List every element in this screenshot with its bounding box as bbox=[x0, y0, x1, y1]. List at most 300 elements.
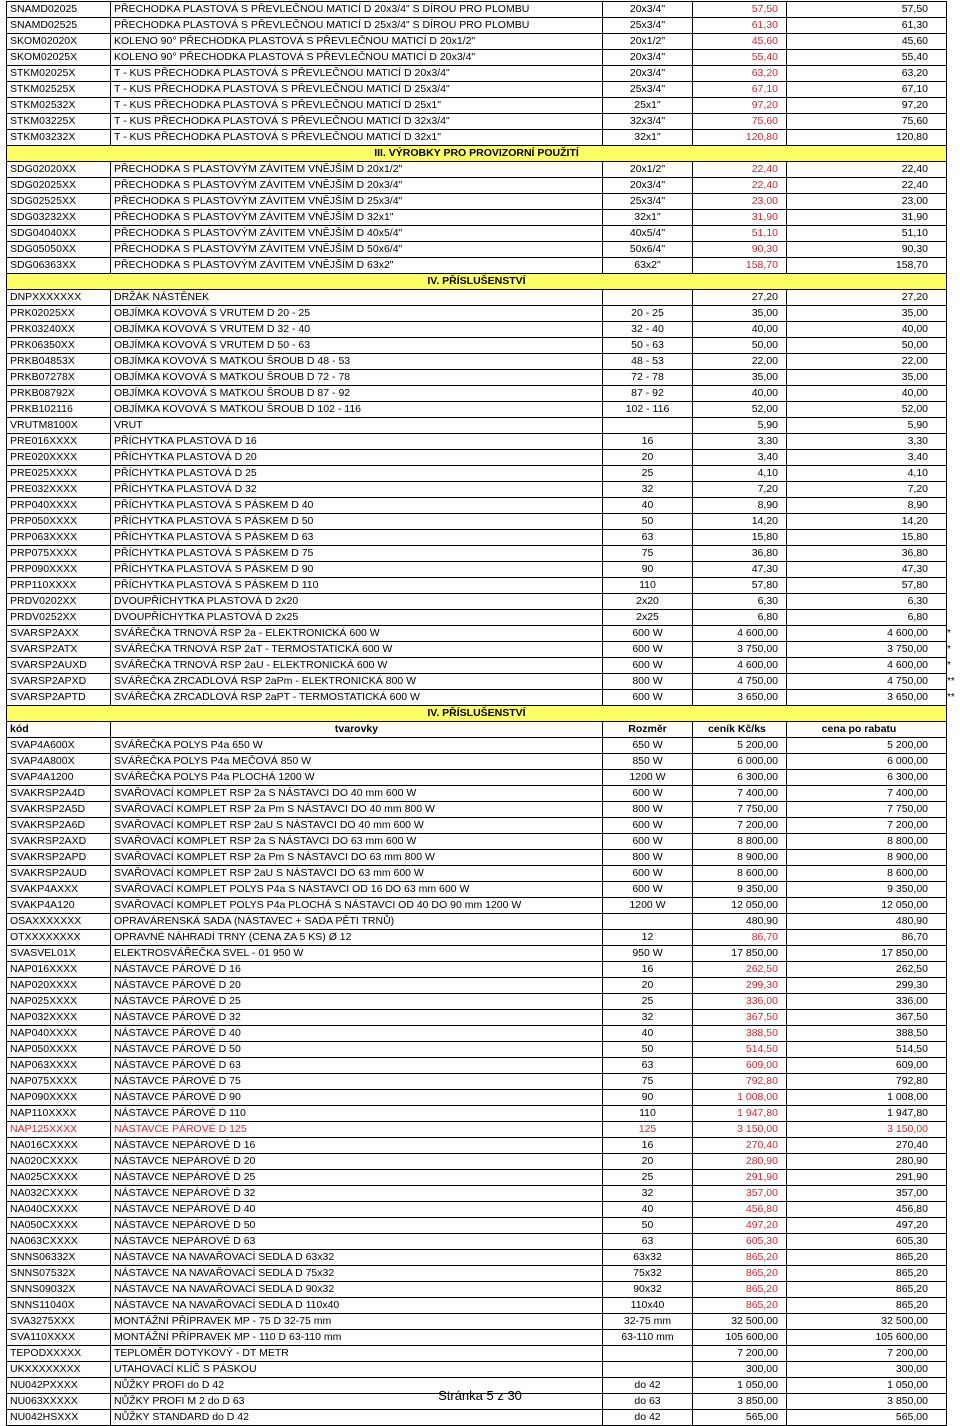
item-code: SVA3275XXX bbox=[7, 1314, 111, 1330]
item-size: 110 bbox=[603, 578, 693, 594]
item-name: OBJÍMKA KOVOVÁ S MATKOU ŠROUB D 48 - 53 bbox=[111, 354, 603, 370]
table-row bbox=[7, 434, 959, 450]
item-note bbox=[947, 66, 959, 82]
item-list-price: 6 300,00 bbox=[693, 770, 787, 786]
item-note bbox=[947, 1026, 959, 1042]
table-row bbox=[7, 1074, 959, 1090]
item-list-price: 8 800,00 bbox=[693, 834, 787, 850]
section-row bbox=[7, 274, 959, 290]
item-list-price: 17 850,00 bbox=[693, 946, 787, 962]
item-net-price: 7,20 bbox=[787, 482, 947, 498]
item-name: OBJÍMKA KOVOVÁ S VRUTEM D 32 - 40 bbox=[111, 322, 603, 338]
item-code: SVARSP2AUXD bbox=[7, 658, 111, 674]
item-name: NÁSTAVCE NA NAVAŘOVACÍ SEDLA D 90x32 bbox=[111, 1282, 603, 1298]
item-list-price: 291,90 bbox=[693, 1170, 787, 1186]
item-name: NÁSTAVCE NEPÁROVÉ D 32 bbox=[111, 1186, 603, 1202]
table-row bbox=[7, 1106, 959, 1122]
item-size: 20x3/4" bbox=[603, 2, 693, 18]
item-list-price: 3 650,00 bbox=[693, 690, 787, 706]
item-name: KOLENO 90° PŘECHODKA PLASTOVÁ S PŘEVLEČNOU MATICÍ D 20x3/4" bbox=[111, 50, 603, 66]
item-net-price: 792,80 bbox=[787, 1074, 947, 1090]
item-note bbox=[947, 82, 959, 98]
item-code: NAP032XXXX bbox=[7, 1010, 111, 1026]
item-net-price: 105 600,00 bbox=[787, 1330, 947, 1346]
item-list-price: 388,50 bbox=[693, 1026, 787, 1042]
item-name: SVAŘOVACÍ KOMPLET RSP 2a Pm S NÁSTAVCI DO 40 mm 800 W bbox=[111, 802, 603, 818]
item-code: PRP040XXXX bbox=[7, 498, 111, 514]
item-list-price: 7 200,00 bbox=[693, 1346, 787, 1362]
item-note bbox=[947, 1186, 959, 1202]
item-size: 20x1/2" bbox=[603, 34, 693, 50]
item-note bbox=[947, 434, 959, 450]
table-row bbox=[7, 738, 959, 754]
item-net-price: 514,50 bbox=[787, 1042, 947, 1058]
table-row bbox=[7, 226, 959, 242]
item-list-price: 3 750,00 bbox=[693, 642, 787, 658]
item-name: NŮŽKY PROFI M 2 do D 63 bbox=[111, 1394, 603, 1410]
item-size: 50 bbox=[603, 1042, 693, 1058]
item-size: 2x20 bbox=[603, 594, 693, 610]
item-size: 800 W bbox=[603, 802, 693, 818]
item-list-price: 51,10 bbox=[693, 226, 787, 242]
item-net-price: 865,20 bbox=[787, 1266, 947, 1282]
item-note bbox=[947, 210, 959, 226]
item-code: STKM02025X bbox=[7, 66, 111, 82]
item-name: NŮŽKY STANDARD do D 42 bbox=[111, 1410, 603, 1426]
item-name: NÁSTAVCE NA NAVAŘOVACÍ SEDLA D 110x40 bbox=[111, 1298, 603, 1314]
item-list-price: 514,50 bbox=[693, 1042, 787, 1058]
item-note bbox=[947, 226, 959, 242]
item-size: do 63 bbox=[603, 1394, 693, 1410]
item-name: DVOUPŘÍCHYTKA PLASTOVÁ D 2x20 bbox=[111, 594, 603, 610]
item-code: STKM03225X bbox=[7, 114, 111, 130]
item-note bbox=[947, 114, 959, 130]
item-code: NAP125XXXX bbox=[7, 1122, 111, 1138]
item-note bbox=[947, 50, 959, 66]
table-row bbox=[7, 594, 959, 610]
item-net-price: 291,90 bbox=[787, 1170, 947, 1186]
item-list-price: 40,00 bbox=[693, 386, 787, 402]
item-list-price: 299,30 bbox=[693, 978, 787, 994]
item-list-price: 27,20 bbox=[693, 290, 787, 306]
item-code: PRE032XXXX bbox=[7, 482, 111, 498]
item-net-price: 8 800,00 bbox=[787, 834, 947, 850]
item-code: UKXXXXXXXX bbox=[7, 1362, 111, 1378]
item-code: SVAKRSP2AXD bbox=[7, 834, 111, 850]
item-size: 63 bbox=[603, 1058, 693, 1074]
table-row bbox=[7, 1122, 959, 1138]
item-list-price: 3 150,00 bbox=[693, 1122, 787, 1138]
item-code: SVAKRSP2A5D bbox=[7, 802, 111, 818]
table-row bbox=[7, 994, 959, 1010]
item-note bbox=[947, 338, 959, 354]
item-size: 32 bbox=[603, 1186, 693, 1202]
item-list-price: 262,50 bbox=[693, 962, 787, 978]
item-note bbox=[947, 1330, 959, 1346]
table-row bbox=[7, 514, 959, 530]
table-row bbox=[7, 66, 959, 82]
item-note bbox=[947, 914, 959, 930]
section-row bbox=[7, 146, 959, 162]
item-size: 16 bbox=[603, 434, 693, 450]
table-row bbox=[7, 1362, 959, 1378]
item-list-price: 36,80 bbox=[693, 546, 787, 562]
item-list-price: 86,70 bbox=[693, 930, 787, 946]
item-size: 850 W bbox=[603, 754, 693, 770]
item-name: NÁSTAVCE PÁROVÉ D 90 bbox=[111, 1090, 603, 1106]
item-net-price: 497,20 bbox=[787, 1218, 947, 1234]
table-row bbox=[7, 1330, 959, 1346]
item-net-price: 5 200,00 bbox=[787, 738, 947, 754]
item-net-price: 51,10 bbox=[787, 226, 947, 242]
item-list-price: 6 000,00 bbox=[693, 754, 787, 770]
item-code: SDG02020XX bbox=[7, 162, 111, 178]
item-size: 32-75 mm bbox=[603, 1314, 693, 1330]
item-list-price: 120,80 bbox=[693, 130, 787, 146]
item-size: 20x3/4" bbox=[603, 66, 693, 82]
item-list-price: 67,10 bbox=[693, 82, 787, 98]
item-code: SVAP4A800X bbox=[7, 754, 111, 770]
table-row bbox=[7, 354, 959, 370]
item-net-price: 1 008,00 bbox=[787, 1090, 947, 1106]
table-row bbox=[7, 450, 959, 466]
item-note bbox=[947, 578, 959, 594]
item-net-price: 55,40 bbox=[787, 50, 947, 66]
item-name: SVAŘOVACÍ KOMPLET POLYS P4a PLOCHÁ S NÁSTAVCI OD 40 DO 90 mm 1200 W bbox=[111, 898, 603, 914]
item-net-price: 865,20 bbox=[787, 1250, 947, 1266]
item-note bbox=[947, 498, 959, 514]
table-row bbox=[7, 930, 959, 946]
item-name: DRŽÁK NÁSTĚNEK bbox=[111, 290, 603, 306]
table-row bbox=[7, 1234, 959, 1250]
table-row bbox=[7, 2, 959, 18]
item-name: PŘECHODKA S PLASTOVÝM ZÁVITEM VNĚJŠÍM D 25x3/4" bbox=[111, 194, 603, 210]
item-net-price: 3,30 bbox=[787, 434, 947, 450]
table-row bbox=[7, 1154, 959, 1170]
item-size: 50 bbox=[603, 1218, 693, 1234]
item-name: MONTÁŽNÍ PŘÍPRAVEK MP - 75 D 32-75 mm bbox=[111, 1314, 603, 1330]
item-net-price: 40,00 bbox=[787, 386, 947, 402]
item-note bbox=[947, 1170, 959, 1186]
table-row bbox=[7, 18, 959, 34]
item-list-price: 5 200,00 bbox=[693, 738, 787, 754]
item-code: PRP063XXXX bbox=[7, 530, 111, 546]
item-list-price: 23,00 bbox=[693, 194, 787, 210]
item-net-price: 40,00 bbox=[787, 322, 947, 338]
item-list-price: 865,20 bbox=[693, 1298, 787, 1314]
table-row bbox=[7, 1250, 959, 1266]
item-list-price: 9 350,00 bbox=[693, 882, 787, 898]
item-net-price: 8 900,00 bbox=[787, 850, 947, 866]
item-code: PRP090XXXX bbox=[7, 562, 111, 578]
table-row bbox=[7, 482, 959, 498]
item-note bbox=[947, 754, 959, 770]
item-code: NA025CXXXX bbox=[7, 1170, 111, 1186]
table-row bbox=[7, 290, 959, 306]
item-size: 650 W bbox=[603, 738, 693, 754]
item-name: OPRAVNÉ NÁHRADÍ TRNY (CENA ZA 5 KS) Ø 12 bbox=[111, 930, 603, 946]
item-list-price: 7 750,00 bbox=[693, 802, 787, 818]
table-row bbox=[7, 386, 959, 402]
item-net-price: 27,20 bbox=[787, 290, 947, 306]
table-row bbox=[7, 1186, 959, 1202]
table-row bbox=[7, 642, 959, 658]
item-note bbox=[947, 1250, 959, 1266]
item-list-price: 47,30 bbox=[693, 562, 787, 578]
item-size: 110x40 bbox=[603, 1298, 693, 1314]
item-code: SNNS07532X bbox=[7, 1266, 111, 1282]
item-name: NÁSTAVCE PÁROVÉ D 16 bbox=[111, 962, 603, 978]
item-name: PŘÍCHYTKA PLASTOVÁ S PÁSKEM D 75 bbox=[111, 546, 603, 562]
item-name: SVAŘOVACÍ KOMPLET RSP 2a Pm S NÁSTAVCI DO 63 mm 800 W bbox=[111, 850, 603, 866]
item-code: SVARSP2APTD bbox=[7, 690, 111, 706]
item-code: SDG02525XX bbox=[7, 194, 111, 210]
item-list-price: 6,30 bbox=[693, 594, 787, 610]
item-name: NÁSTAVCE NEPÁROVÉ D 63 bbox=[111, 1234, 603, 1250]
item-name: PŘÍCHYTKA PLASTOVÁ S PÁSKEM D 50 bbox=[111, 514, 603, 530]
item-note: ** bbox=[947, 692, 955, 703]
item-list-price: 609,00 bbox=[693, 1058, 787, 1074]
item-size: 32x1" bbox=[603, 210, 693, 226]
item-note bbox=[947, 354, 959, 370]
table-row bbox=[7, 1202, 959, 1218]
item-name: PŘECHODKA S PLASTOVÝM ZÁVITEM VNĚJŠÍM D 50x6/4" bbox=[111, 242, 603, 258]
table-row bbox=[7, 1266, 959, 1282]
item-name: SVAŘOVACÍ KOMPLET POLYS P4a S NÁSTAVCI OD 16 DO 63 mm 600 W bbox=[111, 882, 603, 898]
item-name: SVÁŘEČKA POLYS P4a PLOCHÁ 1200 W bbox=[111, 770, 603, 786]
item-list-price: 105 600,00 bbox=[693, 1330, 787, 1346]
item-list-price: 6,80 bbox=[693, 610, 787, 626]
item-list-price: 5,90 bbox=[693, 418, 787, 434]
item-list-price: 61,30 bbox=[693, 18, 787, 34]
item-name: PŘÍCHYTKA PLASTOVÁ D 32 bbox=[111, 482, 603, 498]
item-code: PRK02025XX bbox=[7, 306, 111, 322]
item-list-price: 63,20 bbox=[693, 66, 787, 82]
item-size bbox=[603, 1362, 693, 1378]
item-name: SVÁŘEČKA ZRCADLOVÁ RSP 2aPT - TERMOSTATICKÁ 600 W bbox=[111, 690, 603, 706]
item-net-price: 280,90 bbox=[787, 1154, 947, 1170]
item-note bbox=[947, 866, 959, 882]
item-list-price: 35,00 bbox=[693, 370, 787, 386]
item-net-price: 605,30 bbox=[787, 1234, 947, 1250]
item-size: 1200 W bbox=[603, 770, 693, 786]
table-row bbox=[7, 210, 959, 226]
item-note bbox=[947, 386, 959, 402]
item-code: DNPXXXXXXX bbox=[7, 290, 111, 306]
item-size: 20 - 25 bbox=[603, 306, 693, 322]
note-cell bbox=[947, 722, 959, 738]
item-net-price: 1 947,80 bbox=[787, 1106, 947, 1122]
item-note bbox=[947, 802, 959, 818]
item-note bbox=[947, 178, 959, 194]
item-net-price: 7 400,00 bbox=[787, 786, 947, 802]
item-code: NA020CXXXX bbox=[7, 1154, 111, 1170]
table-row bbox=[7, 546, 959, 562]
table-row bbox=[7, 1138, 959, 1154]
item-name: OBJÍMKA KOVOVÁ S VRUTEM D 20 - 25 bbox=[111, 306, 603, 322]
item-net-price: 45,60 bbox=[787, 34, 947, 50]
item-name: NÁSTAVCE PÁROVÉ D 32 bbox=[111, 1010, 603, 1026]
item-size: 16 bbox=[603, 962, 693, 978]
item-net-price: 63,20 bbox=[787, 66, 947, 82]
item-note bbox=[947, 962, 959, 978]
item-size: 32 bbox=[603, 1010, 693, 1026]
item-size: 600 W bbox=[603, 642, 693, 658]
item-code: SVAKRSP2A6D bbox=[7, 818, 111, 834]
price-table bbox=[6, 1, 959, 1426]
table-row bbox=[7, 242, 959, 258]
item-net-price: 7 200,00 bbox=[787, 818, 947, 834]
table-row bbox=[7, 1298, 959, 1314]
item-code: NAP016XXXX bbox=[7, 962, 111, 978]
item-name: TEPLOMĚR DOTYKOVÝ - DT METR bbox=[111, 1346, 603, 1362]
item-net-price: 565,00 bbox=[787, 1410, 947, 1426]
header-name: tvarovky bbox=[111, 722, 603, 738]
table-row bbox=[7, 498, 959, 514]
item-size: 63 bbox=[603, 1234, 693, 1250]
item-net-price: 4,10 bbox=[787, 466, 947, 482]
item-code: NA032CXXXX bbox=[7, 1186, 111, 1202]
item-code: PRK03240XX bbox=[7, 322, 111, 338]
item-note bbox=[947, 946, 959, 962]
item-list-price: 75,60 bbox=[693, 114, 787, 130]
item-code: PRP075XXXX bbox=[7, 546, 111, 562]
item-code: NAP110XXXX bbox=[7, 1106, 111, 1122]
table-row bbox=[7, 530, 959, 546]
item-code: NA050CXXXX bbox=[7, 1218, 111, 1234]
item-note bbox=[947, 258, 959, 274]
item-name: PŘÍCHYTKA PLASTOVÁ S PÁSKEM D 90 bbox=[111, 562, 603, 578]
note-cell bbox=[947, 274, 959, 290]
item-list-price: 4 600,00 bbox=[693, 626, 787, 642]
table-row bbox=[7, 1090, 959, 1106]
item-size: 20x1/2" bbox=[603, 162, 693, 178]
item-net-price: 3 850,00 bbox=[787, 1394, 947, 1410]
item-code: SVARSP2ATX bbox=[7, 642, 111, 658]
item-name: PŘÍCHYTKA PLASTOVÁ D 16 bbox=[111, 434, 603, 450]
item-name: ELEKTROSVÁŘEČKA SVEL - 01 950 W bbox=[111, 946, 603, 962]
item-size: 40 bbox=[603, 1026, 693, 1042]
table-row bbox=[7, 786, 959, 802]
item-net-price: 456,80 bbox=[787, 1202, 947, 1218]
item-note bbox=[947, 738, 959, 754]
item-list-price: 22,40 bbox=[693, 162, 787, 178]
item-code: SKOM02025X bbox=[7, 50, 111, 66]
item-name: SVAŘOVACÍ KOMPLET RSP 2aU S NÁSTAVCI DO 63 mm 600 W bbox=[111, 866, 603, 882]
item-list-price: 357,00 bbox=[693, 1186, 787, 1202]
item-size: 90 bbox=[603, 562, 693, 578]
item-net-price: 97,20 bbox=[787, 98, 947, 114]
item-name: NÁSTAVCE PÁROVÉ D 75 bbox=[111, 1074, 603, 1090]
table-row bbox=[7, 322, 959, 338]
table-row bbox=[7, 754, 959, 770]
item-code: SVARSP2APXD bbox=[7, 674, 111, 690]
item-size: 32x1" bbox=[603, 130, 693, 146]
table-row bbox=[7, 770, 959, 786]
item-name: T - KUS PŘECHODKA PLASTOVÁ S PŘEVLEČNOU MATICÍ D 32x1" bbox=[111, 130, 603, 146]
item-size: 20 bbox=[603, 1154, 693, 1170]
item-size: 63-110 mm bbox=[603, 1330, 693, 1346]
item-list-price: 22,00 bbox=[693, 354, 787, 370]
item-code: SDG05050XX bbox=[7, 242, 111, 258]
item-note bbox=[947, 514, 959, 530]
item-note bbox=[947, 34, 959, 50]
item-size: 600 W bbox=[603, 658, 693, 674]
item-name: NÁSTAVCE PÁROVÉ D 50 bbox=[111, 1042, 603, 1058]
item-name: T - KUS PŘECHODKA PLASTOVÁ S PŘEVLEČNOU MATICÍ D 25x1" bbox=[111, 98, 603, 114]
header-size: Rozměr bbox=[603, 722, 693, 738]
item-list-price: 4 750,00 bbox=[693, 674, 787, 690]
item-code: SVAP4A1200 bbox=[7, 770, 111, 786]
item-net-price: 6,80 bbox=[787, 610, 947, 626]
item-name: SVAŘOVACÍ KOMPLET RSP 2aU S NÁSTAVCI DO 40 mm 600 W bbox=[111, 818, 603, 834]
item-size: 40 bbox=[603, 498, 693, 514]
item-size: 2x25 bbox=[603, 610, 693, 626]
table-row bbox=[7, 898, 959, 914]
item-code: PRDV0252XX bbox=[7, 610, 111, 626]
item-note bbox=[947, 1106, 959, 1122]
item-note bbox=[947, 130, 959, 146]
table-row bbox=[7, 418, 959, 434]
item-size: 32 bbox=[603, 482, 693, 498]
table-row bbox=[7, 1282, 959, 1298]
item-size bbox=[603, 290, 693, 306]
item-name: NÁSTAVCE NEPÁROVÉ D 20 bbox=[111, 1154, 603, 1170]
item-note bbox=[947, 1042, 959, 1058]
table-row bbox=[7, 1346, 959, 1362]
item-note bbox=[947, 1266, 959, 1282]
item-list-price: 865,20 bbox=[693, 1250, 787, 1266]
item-code: SVAP4A600X bbox=[7, 738, 111, 754]
item-size: 50 bbox=[603, 514, 693, 530]
item-name: OBJÍMKA KOVOVÁ S MATKOU ŠROUB D 87 - 92 bbox=[111, 386, 603, 402]
item-net-price: 336,00 bbox=[787, 994, 947, 1010]
page-number: Stránka 5 z 30 bbox=[438, 1388, 522, 1403]
item-size bbox=[603, 1346, 693, 1362]
item-net-price: 3,40 bbox=[787, 450, 947, 466]
item-code: STKM03232X bbox=[7, 130, 111, 146]
item-net-price: 22,40 bbox=[787, 162, 947, 178]
item-name: SVAŘOVACÍ KOMPLET RSP 2a S NÁSTAVCI DO 40 mm 600 W bbox=[111, 786, 603, 802]
table-row bbox=[7, 130, 959, 146]
item-note bbox=[947, 450, 959, 466]
table-row bbox=[7, 882, 959, 898]
item-name: VRUT bbox=[111, 418, 603, 434]
item-code: SDG03232XX bbox=[7, 210, 111, 226]
item-size: 20x3/4" bbox=[603, 50, 693, 66]
item-size: 40x5/4" bbox=[603, 226, 693, 242]
header-price: ceník Kč/ks bbox=[693, 722, 787, 738]
price-list-sheet bbox=[6, 1, 958, 1426]
table-row bbox=[7, 194, 959, 210]
item-code: STKM02525X bbox=[7, 82, 111, 98]
item-note bbox=[947, 530, 959, 546]
item-list-price: 280,90 bbox=[693, 1154, 787, 1170]
item-name: PŘECHODKA S PLASTOVÝM ZÁVITEM VNĚJŠÍM D 20x1/2" bbox=[111, 162, 603, 178]
item-note bbox=[947, 882, 959, 898]
table-row bbox=[7, 866, 959, 882]
item-list-price: 40,00 bbox=[693, 322, 787, 338]
table-header-row bbox=[7, 722, 959, 738]
item-code: SNAMD02025 bbox=[7, 2, 111, 18]
item-net-price: 300,00 bbox=[787, 1362, 947, 1378]
item-net-price: 270,40 bbox=[787, 1138, 947, 1154]
item-code: SDG02025XX bbox=[7, 178, 111, 194]
item-size: 600 W bbox=[603, 882, 693, 898]
item-net-price: 8,90 bbox=[787, 498, 947, 514]
item-net-price: 158,70 bbox=[787, 258, 947, 274]
item-list-price: 31,90 bbox=[693, 210, 787, 226]
